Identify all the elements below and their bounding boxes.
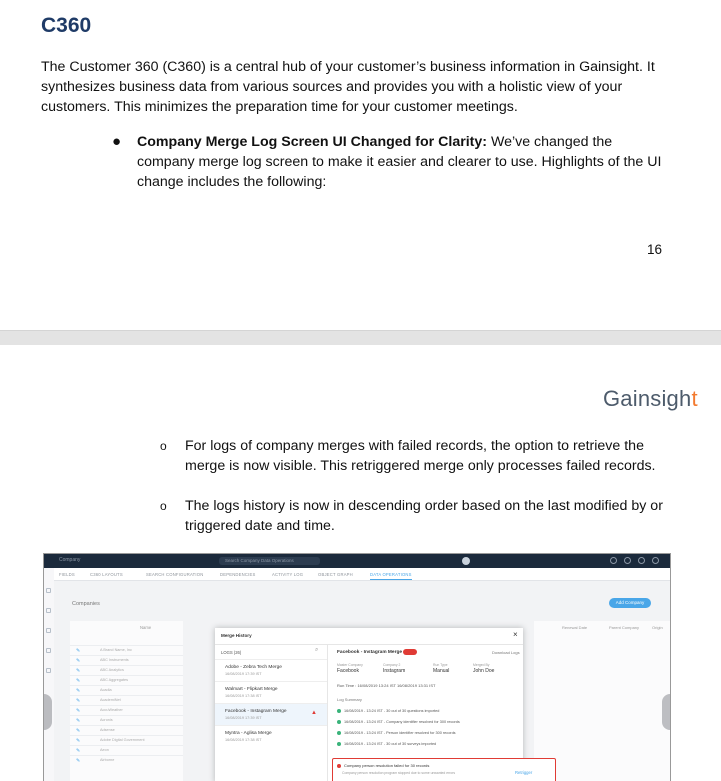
company-name: ABC Analytics xyxy=(100,668,124,672)
settings-icon[interactable] xyxy=(624,557,631,564)
field-value: Facebook xyxy=(337,668,359,674)
company-name: ABC Aggregates xyxy=(100,678,129,682)
companies-table-right-columns xyxy=(534,621,670,781)
merge-history-screenshot xyxy=(43,553,671,781)
page-separator xyxy=(0,330,721,346)
logs-count: LOGS (26) xyxy=(221,650,242,655)
field-value: Instagram xyxy=(383,668,406,674)
logo-accent: t xyxy=(691,386,698,411)
master-company-field xyxy=(337,663,363,674)
download-logs-link[interactable]: Download Logs xyxy=(492,650,520,655)
log-summary-label: Log Summary xyxy=(337,697,362,702)
edit-icon[interactable]: ✎ xyxy=(76,728,81,734)
carousel-prev-handle[interactable] xyxy=(43,694,52,730)
company-2-field xyxy=(383,663,405,674)
carousel-next-handle[interactable] xyxy=(662,694,671,730)
column-header-origin: Origin xyxy=(652,625,663,630)
company-name: AcademiNet xyxy=(100,698,121,702)
notification-icon[interactable] xyxy=(610,557,617,564)
log-list-item[interactable] xyxy=(215,681,327,704)
company-name: Acronis xyxy=(100,718,113,722)
column-header-parent-company: Parent Company xyxy=(609,625,640,630)
document-page-2 xyxy=(0,345,721,780)
log-date: 16/08/2019 17:39 IST xyxy=(225,672,262,676)
log-line xyxy=(337,709,439,713)
log-name: Adobe - Zebra Tech Merge xyxy=(225,665,282,670)
log-name: Myntra - Aglisa Merge xyxy=(225,731,272,736)
field-label: Master Company xyxy=(337,663,363,667)
modal-title: Merge History xyxy=(221,633,252,638)
user-avatar[interactable] xyxy=(462,557,470,565)
table-row[interactable] xyxy=(70,655,183,665)
log-line xyxy=(337,742,436,746)
tab-object-graph[interactable]: OBJECT GRAPH xyxy=(318,572,353,577)
sub-bullet-marker: o xyxy=(160,499,167,513)
add-company-button[interactable]: Add Company xyxy=(609,598,651,608)
section-title: C360 xyxy=(41,14,92,37)
log-date: 16/08/2019 17:38 IST xyxy=(225,738,262,742)
field-label: Company 2 xyxy=(383,663,401,667)
error-line xyxy=(337,763,429,768)
nav-people-icon[interactable] xyxy=(46,648,51,653)
log-list-item[interactable] xyxy=(215,659,327,682)
logo-text: Gainsigh xyxy=(603,386,692,411)
edit-icon[interactable]: ✎ xyxy=(76,738,81,744)
log-line-text: 16/08/2019 - 13:24 IST - Company identifier resolved for 300 records xyxy=(344,720,460,724)
global-search-input[interactable]: Search Company Data Operations xyxy=(219,557,320,565)
table-row[interactable] xyxy=(70,725,183,735)
success-icon xyxy=(337,709,341,713)
nav-settings-icon[interactable] xyxy=(46,668,51,673)
log-date: 16/08/2019 17:38 IST xyxy=(225,694,262,698)
sub-bullet-text: The logs history is now in descending order based on the last modified by or triggered date and time. xyxy=(185,498,663,534)
app-top-bar xyxy=(44,554,670,568)
field-value: Manual xyxy=(433,668,450,674)
log-detail-panel xyxy=(327,644,533,781)
bullet-body: We’ve changed the company merge log screen to make it easier and clearer to use. Highlights of the UI change includes the following: xyxy=(137,134,662,190)
success-icon xyxy=(337,731,341,735)
log-list-item-selected[interactable] xyxy=(215,703,327,726)
log-name: Walmart - Flipkart Merge xyxy=(225,687,278,692)
log-line xyxy=(337,720,460,724)
tab-fields[interactable]: FIELDS xyxy=(59,572,75,577)
table-row[interactable] xyxy=(70,705,183,715)
tab-activity-log[interactable]: ACTIVITY LOG xyxy=(272,572,304,577)
edit-icon[interactable]: ✎ xyxy=(76,658,81,664)
companies-heading: Companies xyxy=(72,601,100,607)
log-line-text: 16/08/2019 - 13:24 IST - 30 out of 30 surveys imported xyxy=(344,742,437,746)
error-icon xyxy=(337,764,341,768)
field-value: John Doe xyxy=(473,668,495,674)
table-row[interactable] xyxy=(70,675,183,685)
edit-icon[interactable]: ✎ xyxy=(76,708,81,714)
log-line-text: 16/08/2019 - 13:24 IST - 30 out of 30 questions imported xyxy=(344,709,440,713)
success-icon xyxy=(337,742,341,746)
edit-icon[interactable]: ✎ xyxy=(76,748,81,754)
gainsight-logo xyxy=(603,386,698,412)
field-label: Run Type xyxy=(433,663,448,667)
company-name: Adobe Digital Government xyxy=(100,738,145,742)
table-row[interactable] xyxy=(70,645,183,655)
sub-bullet-text: For logs of company merges with failed records, the option to retrieve the merge is now visible. This retriggered merge only processes failed records. xyxy=(185,438,656,474)
document-page-1 xyxy=(0,0,721,330)
company-name: Aeon xyxy=(100,748,109,752)
company-name: ABC Instruments xyxy=(100,658,129,662)
search-icon[interactable]: ⌕ xyxy=(315,647,319,653)
close-icon[interactable]: × xyxy=(513,630,518,639)
failed-status-badge xyxy=(403,649,417,655)
edit-icon[interactable]: ✎ xyxy=(76,668,81,674)
success-icon xyxy=(337,720,341,724)
log-list-item[interactable] xyxy=(215,725,327,748)
log-line xyxy=(337,731,456,735)
edit-icon[interactable]: ✎ xyxy=(76,678,81,684)
error-text: Company person resolution failed for 30 records xyxy=(344,763,430,768)
retrigger-button[interactable]: Retrigger xyxy=(515,770,533,775)
edit-icon[interactable]: ✎ xyxy=(76,688,81,694)
edit-icon[interactable]: ✎ xyxy=(76,648,81,654)
table-row[interactable] xyxy=(70,755,183,765)
table-row[interactable] xyxy=(70,685,183,695)
warning-icon: ▲ xyxy=(311,710,317,716)
table-row[interactable] xyxy=(70,695,183,705)
sub-bullet-marker: o xyxy=(160,439,167,453)
nav-home-icon[interactable] xyxy=(46,588,51,593)
table-row[interactable] xyxy=(70,735,183,745)
log-line-text: 16/08/2019 - 13:24 IST - Person identifier resolved for 300 records xyxy=(344,731,456,735)
merge-history-modal xyxy=(215,628,533,781)
table-row[interactable] xyxy=(70,745,183,755)
bullet-marker: ● xyxy=(112,133,122,150)
companies-table xyxy=(70,621,183,781)
run-type-field xyxy=(433,663,449,674)
column-header-renewal-date: Renewal Date xyxy=(562,625,588,630)
edit-icon[interactable]: ✎ xyxy=(76,718,81,724)
merged-by-field xyxy=(473,663,494,674)
error-detail: Company person resolution program stopped due to some unwanted errors xyxy=(342,771,456,775)
run-time: Run Time : 16/08/2019 13:24 IST 16/08/2019 13:31 IST xyxy=(337,683,436,688)
bullet-text xyxy=(137,132,667,192)
bullet-heading: Company Merge Log Screen UI Changed for Clarity: xyxy=(137,134,488,150)
error-highlight-box xyxy=(332,758,556,781)
bullet-item xyxy=(112,132,667,192)
page-number: 16 xyxy=(647,242,663,257)
log-detail-title: Facebook - Instagram Merge xyxy=(337,650,403,655)
table-row[interactable] xyxy=(70,715,183,725)
company-name: Airborne xyxy=(100,758,115,762)
log-name: Facebook - Instagram Merge xyxy=(225,709,287,714)
edit-icon[interactable]: ✎ xyxy=(76,698,81,704)
field-label: Merged By xyxy=(473,663,490,667)
nav-list-icon[interactable] xyxy=(46,608,51,613)
company-name: Acadia xyxy=(100,688,112,692)
table-row[interactable] xyxy=(70,665,183,675)
nav-chart-icon[interactable] xyxy=(46,628,51,633)
tab-data-operations[interactable]: DATA OPERATIONS xyxy=(370,572,412,580)
sub-bullet-item xyxy=(160,436,670,476)
company-name: A Brand Name, Inc xyxy=(100,648,132,652)
company-name: Adsense xyxy=(100,728,115,732)
company-name: AccuWeather xyxy=(100,708,123,712)
tab-c360-layouts[interactable]: C360 LAYOUTS xyxy=(90,572,123,577)
edit-icon[interactable]: ✎ xyxy=(76,758,81,764)
sub-bullet-item xyxy=(160,496,670,536)
intro-paragraph: The Customer 360 (C360) is a central hub of your customer’s business information in Gainsight. It synthesizes business data from various sources and provides you with a holistic view of your customers. This minimizes the preparation time for your customer meetings. xyxy=(41,59,655,115)
apps-icon[interactable] xyxy=(652,557,659,564)
tab-dependencies[interactable]: DEPENDENCIES xyxy=(220,572,256,577)
column-header-name: Name xyxy=(140,625,152,630)
tab-search-configuration[interactable]: SEARCH CONFIGURATION xyxy=(146,572,204,577)
help-icon[interactable] xyxy=(638,557,645,564)
log-date: 16/08/2019 17:39 IST xyxy=(225,716,262,720)
admin-tabs xyxy=(54,568,670,581)
logs-list xyxy=(215,644,328,781)
app-title: Company xyxy=(59,557,81,563)
